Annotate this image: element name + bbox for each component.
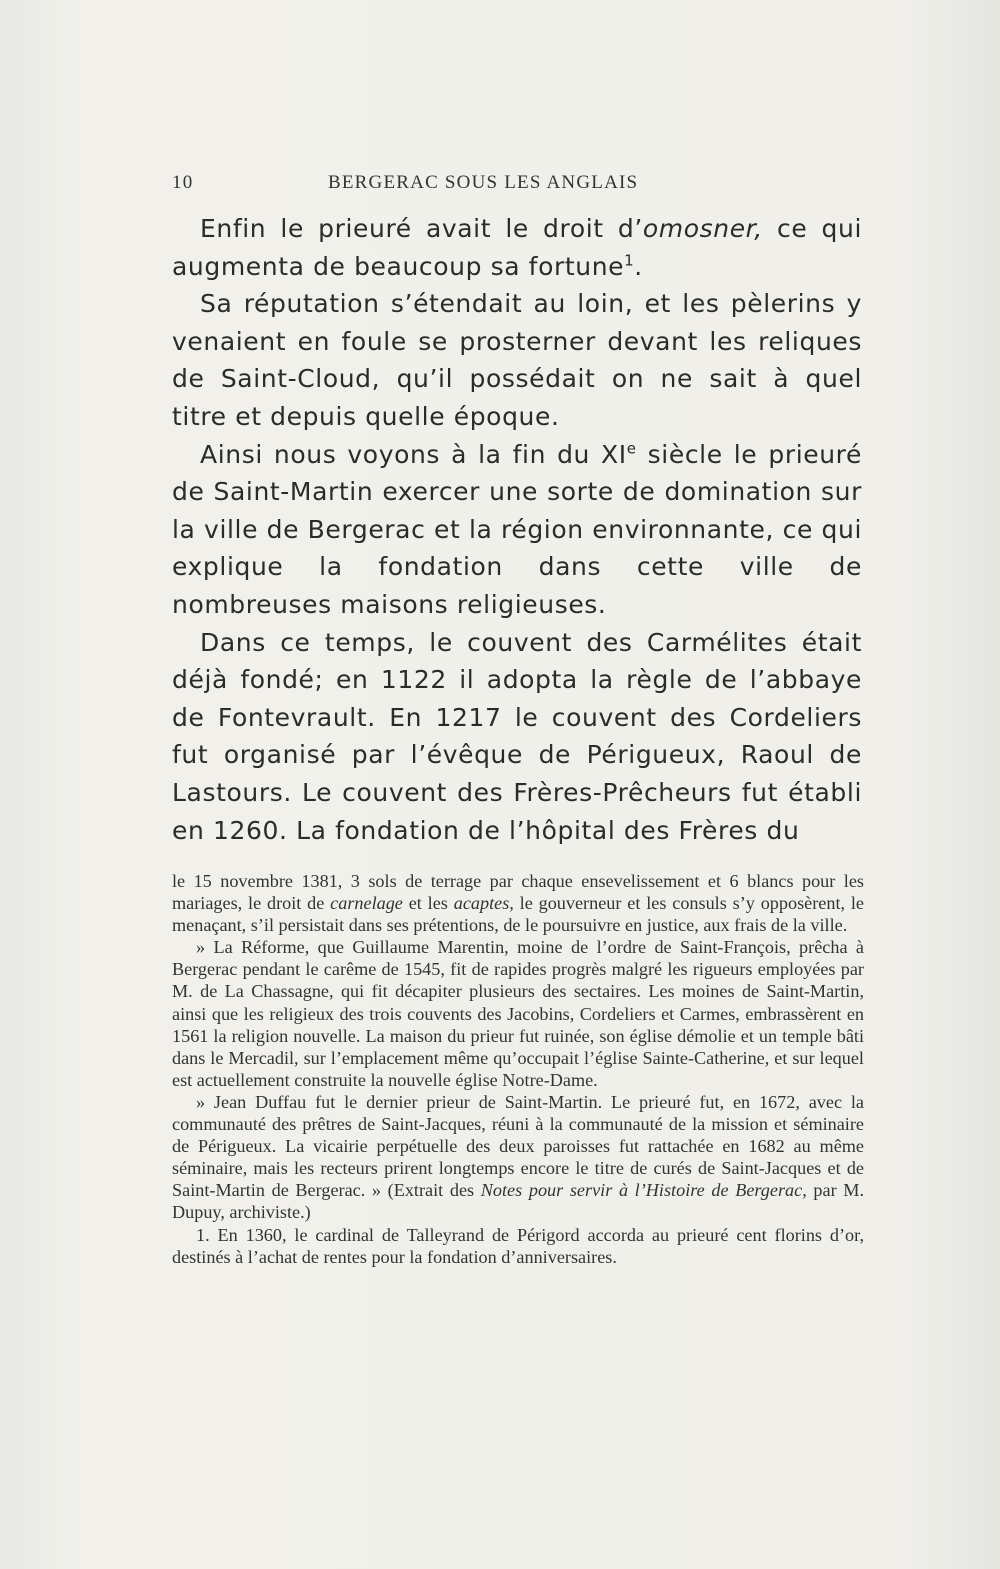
page-number: 10 xyxy=(172,172,194,193)
footnote: 1. En 1360, le cardinal de Talleyrand de Périgord accorda au prieuré cent florins d’or, destinés à l’achat de rentes pour la fondation d’anniversaires. xyxy=(172,1224,864,1267)
main-text xyxy=(172,210,862,849)
italic-term: carnelage xyxy=(330,893,403,914)
footnote-paragraph xyxy=(172,1091,864,1224)
footnote-paragraph: » La Réforme, que Guillaume Marentin, moine de l’ordre de Saint-François, prêcha à Bergerac pendant le carême de 1545, fit de rapides progrès malgré les rigueurs employées par M. de La Chassagne, qui fit décapiter plusieurs des sectaires. Les moines de Saint-Martin, ainsi que les religieux des trois couvents des Jacobins, Cordeliers et Carmes, embrassèrent en 1561 la religion nouvelle. La maison du prieur fut ruinée, son église démolie et un temple bâti dans le Mercadil, sur l’emplacement même qu’occupait l’église Sainte-Catherine, et sur lequel est actuellement construite la nouvelle église Notre-Dame. xyxy=(172,937,864,1090)
text: Ainsi nous voyons à la fin du XI xyxy=(200,439,627,469)
text: par M. Dupuy, archiviste.) xyxy=(172,1180,864,1223)
footnotes xyxy=(172,870,864,1268)
text: le 15 novembre 1381, 3 sols de terrage par chaque ensevelissement et 6 blancs pour les mariages, le droit de xyxy=(172,871,864,914)
running-title: BERGERAC SOUS LES ANGLAIS xyxy=(328,172,639,193)
italic-term: acaptes, xyxy=(453,893,514,914)
text: Enfin le prieuré avait le droit d’ xyxy=(200,214,643,243)
text: siècle le prieuré de Saint-Martin exercer une sorte de domination sur la ville de Bergerac et la région environnante, ce qui explique la fondation dans cette ville de nombreuses maisons religieuses. xyxy=(172,439,862,619)
text: le gouverneur et les consuls s’y opposèrent, le menaçant, s’il persistait dans ses prétentions, de le poursuivre en justice, aux frais de la ville. xyxy=(172,893,864,936)
text: ce qui augmenta de beaucoup sa fortune xyxy=(172,214,862,281)
italic-term: omosner, xyxy=(642,214,763,243)
footnote-ref: 1 xyxy=(624,251,635,270)
paragraph xyxy=(172,436,862,624)
italic-citation: Notes pour servir à l’Histoire de Bergerac, xyxy=(480,1180,807,1201)
paragraph: Sa réputation s’étendait au loin, et les pèlerins y venaient en foule se prosterner devant les reliques de Saint-Cloud, qu’il possédait on ne sait à quel titre et depuis quelle époque. xyxy=(172,289,862,431)
paragraph xyxy=(172,210,862,285)
text: » Jean Duffau fut le dernier prieur de Saint-Martin. Le prieuré fut, en 1672, avec la communauté des prêtres de Saint-Jacques, réuni à la communauté de la mission et séminaire de Périgueux. La vicairie perpétuelle des deux paroisses fut rattachée en 1682 au même séminaire, mais les recteurs prirent longtemps encore le titre de curés de Saint-Jacques et de Saint-Martin de Bergerac. » (Extrait des xyxy=(172,1091,864,1201)
running-head xyxy=(172,172,862,202)
superscript: e xyxy=(626,439,637,458)
footnote-continuation xyxy=(172,870,864,936)
paragraph: Dans ce temps, le couvent des Carmélites était déjà fondé; en 1122 il adopta la règle de l’abbaye de Fontevrault. En 1217 le couvent des Cordeliers fut organisé par l’évêque de Périgueux, Raoul de Lastours. Le couvent des Frères-Prêcheurs fut établi en 1260. La fondation de l’hôpital des Frères du xyxy=(172,627,862,845)
text: et les xyxy=(402,893,454,914)
text: . xyxy=(634,251,643,281)
